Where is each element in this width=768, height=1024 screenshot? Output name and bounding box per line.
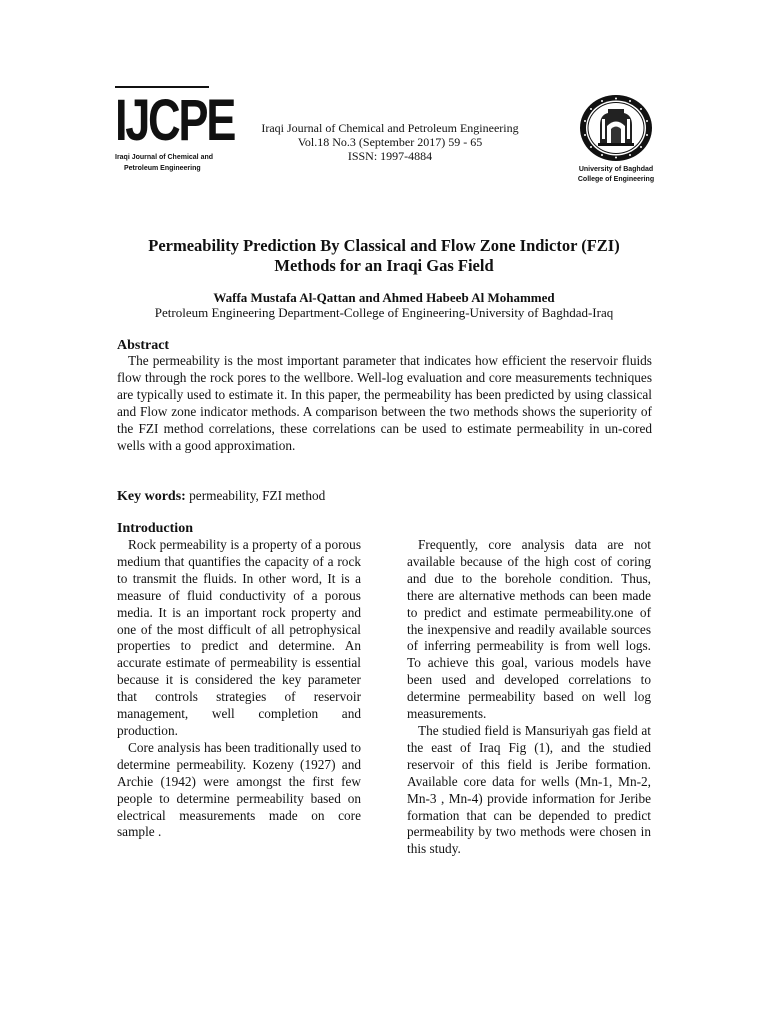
journal-issn: ISSN: 1997-4884 [347,149,433,163]
paper-title-line2: Methods for an Iraqi Gas Field [274,256,494,275]
intro-paragraph-1: Rock permeability is a property of a porous medium that quantifies the capacity of a rock to transmit the fluids. In other word, It is a measure of fluid conductivity of a porous media. It is an important rock property and one of the most difficult of all petrophysical properties to predict and determine. An accurate estimate of permeability is essential because it is considered the key parameter that controls strategies of reservoir management, well completion and production. [117,537,361,738]
university-seal-icon [578,93,654,163]
right-column [407,537,651,858]
abstract-text: The permeability is the most important parameter that indicates how efficient the reservoir fluids flow through the rock pores to the wellbore. Well-log evaluation and core measurements techniques are typically used to estimate it. In this paper, the permeability has been predicted by using classical and Flow zone indicator methods. A comparison between the two methods shows the superiority of the FZI method correlations, these correlations can be used to estimate permeability in un-cored wells with a good approximation. [117,353,652,453]
paper-authors: Waffa Mustafa Al-Qattan and Ahmed Habeeb Al Mohammed [213,290,555,305]
journal-logo [115,86,235,174]
left-column [117,537,361,841]
journal-name: Iraqi Journal of Chemical and Petroleum Engineering [261,121,519,135]
university-logo [560,93,672,185]
intro-paragraph-4: The studied field is Mansuriyah gas field at the east of Iraq Fig (1), and the studied reservoir of this field is Jeribe formation. Available core data for wells (Mn-1, Mn-2, Mn-3 , Mn-4) provide information for Jeribe formation that can be depended to predict permeability by two methods were chosen in this study. [407,722,651,857]
university-caption [560,165,672,185]
journal-info [230,121,550,163]
introduction-heading: Introduction [117,521,193,536]
keywords-value: permeability, FZI method [185,488,326,503]
journal-volume: Vol.18 No.3 (September 2017) 59 - 65 [297,135,483,149]
abstract-heading: Abstract [117,338,170,353]
paper-affiliation: Petroleum Engineering Department-College of Engineering-University of Baghdad-Iraq [154,305,614,320]
keywords-label: Key words: [117,489,186,504]
journal-logo-subtitle [115,152,215,174]
keywords [117,487,652,505]
journal-logo-subtitle-line2: Petroleum Engineering [124,165,201,172]
intro-paragraph-3: Frequently, core analysis data are not available because of the high cost of coring and due to the borehole condition. Thus, there are alternative methods can been made to predict and estimate permeability.one of the inexpensive and readily available sources of inferring permeability is from well logs. To achieve this goal, various models have been used and developed correlations to determine permeability based on well log measurements. [407,537,651,722]
paper-title [100,236,668,276]
journal-logo-mark: IJCPE [115,88,235,153]
university-caption-line1: University of Baghdad [578,166,654,173]
intro-paragraph-2: Core analysis has been traditionally used to determine permeability. Kozeny (1927) and Archie (1942) were amongst the first few people to determine permeability based on electrical measurements made on core sample . [117,739,361,840]
paper-title-line1: Permeability Prediction By Classical and Flow Zone Indictor (FZI) [148,236,620,255]
journal-logo-subtitle-line1: Iraqi Journal of Chemical and [115,154,214,161]
university-caption-line2: College of Engineering [577,176,655,183]
